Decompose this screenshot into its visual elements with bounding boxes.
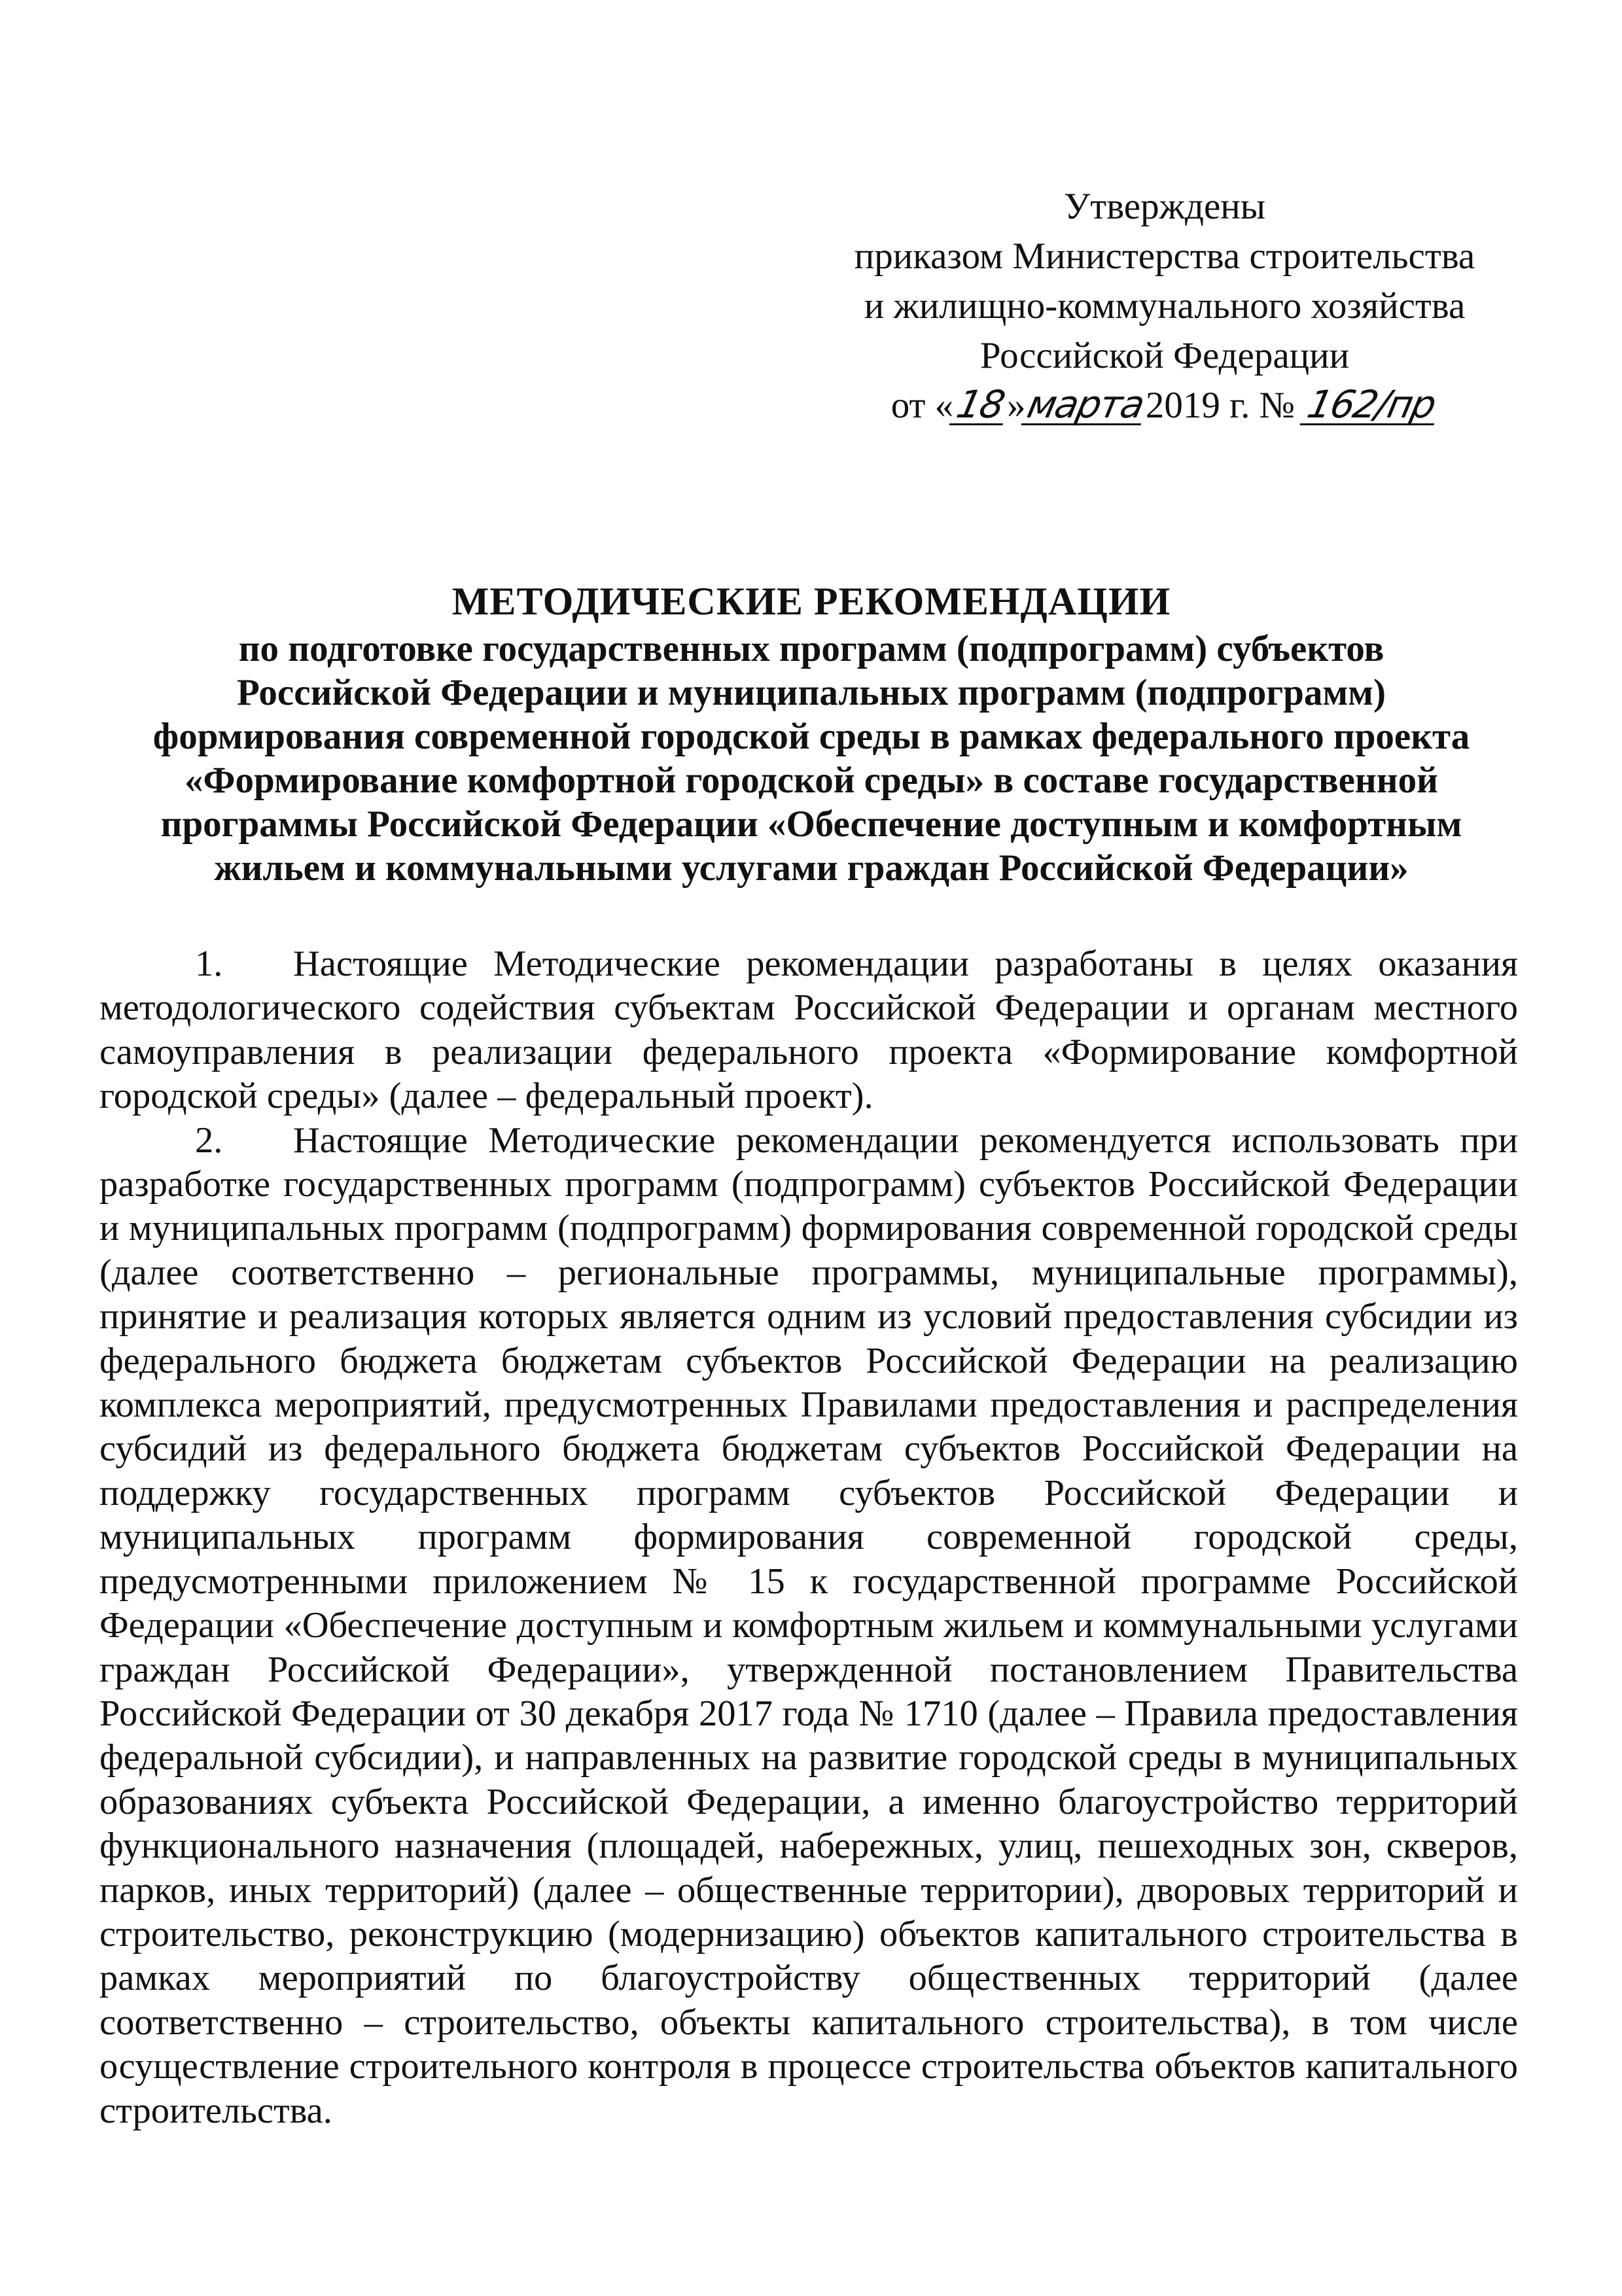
title-line: Российской Федерации и муниципальных программ (подпрограмм) — [237, 672, 1386, 713]
title-line: программы Российской Федерации «Обеспечение доступным и комфортным — [160, 804, 1462, 845]
document-body — [99, 942, 1518, 2133]
paragraph-text: Настоящие Методические рекомендации рекомендуется использовать при разработке государственных программ (подпрограмм) субъектов Российской Федерации и муниципальных программ (подпрограмм) формирования современной городской среды (далее соответственно – региональные программы, муниципальные программы), принятие и реализация которых является одним из условий предоставления субсидии из федерального бюджета бюджетам субъектов Российской Федерации на реализацию комплекса мероприятий, предусмотренных Правилами предоставления и распределения субсидий из федерального бюджета бюджетам субъектов Российской Федерации на поддержку государственных программ субъектов Российской Федерации и муниципальных программ формирования современной городской среды, предусмотренными приложением № 15 к государственной программе Российской Федерации «Обеспечение доступным и комфортным жильем и коммунальными услугами граждан Российской Федерации», утвержденной постановлением Правительства Российской Федерации от 30 декабря 2017 года № 1710 (далее – Правила предоставления федеральной субсидии), и направленных на развитие городской среды в муниципальных образованиях субъекта Российской Федерации, а именно благоустройство территорий функционального назначения (площадей, набережных, улиц, пешеходных зон, скверов, парков, иных территорий) (далее – общественные территории), дворовых территорий и строительство, реконструкцию (модернизацию) объектов капитального строительства в рамках мероприятий по благоустройству общественных территорий (далее соответственно – строительство, объекты капитального строительства), в том числе осуществление строительного контроля в процессе строительства объектов капитального строительства. — [99, 1120, 1518, 2131]
title-line: формирования современной городской среды в рамках федерального проекта — [152, 716, 1470, 757]
paragraph-number: 1. — [195, 944, 223, 984]
approval-ministry-line3: Российской Федерации — [979, 335, 1350, 376]
title-line: по подготовке государственных программ (подпрограмм) субъектов — [238, 628, 1384, 669]
document-title — [118, 576, 1505, 890]
paragraph-number: 2. — [195, 1120, 223, 1161]
paragraph-text: Настоящие Методические рекомендации разработаны в целях оказания методологического содействия субъектам Российской Федерации и органам местного самоуправления в реализации федерального проекта «Формирование комфортной городской среды» (далее – федеральный проект). — [99, 944, 1518, 1117]
title-line: жильем и коммунальными услугами граждан Российской Федерации» — [214, 847, 1409, 889]
title-line: «Формирование комфортной городской среды» в составе государственной — [185, 760, 1438, 801]
handwritten-day: 18 — [949, 385, 1012, 425]
title-main: МЕТОДИЧЕСКИЕ РЕКОМЕНДАЦИИ — [451, 580, 1171, 623]
handwritten-order-number: 162/пр — [1300, 385, 1443, 425]
date-year: 2019 г. № — [1145, 385, 1296, 426]
handwritten-month: марта — [1021, 385, 1150, 425]
paragraph-2 — [99, 1119, 1518, 2133]
paragraph-1 — [99, 942, 1518, 1119]
approval-ministry-line2: и жилищно-коммунального хозяйства — [864, 285, 1466, 327]
approval-status: Утверждены — [1063, 186, 1266, 227]
approval-block — [805, 182, 1525, 431]
date-prefix: от « — [890, 385, 954, 426]
approval-ministry-line1: приказом Министерства строительства — [854, 236, 1475, 277]
date-mid: » — [1006, 385, 1026, 426]
approval-date-line — [805, 381, 1525, 431]
